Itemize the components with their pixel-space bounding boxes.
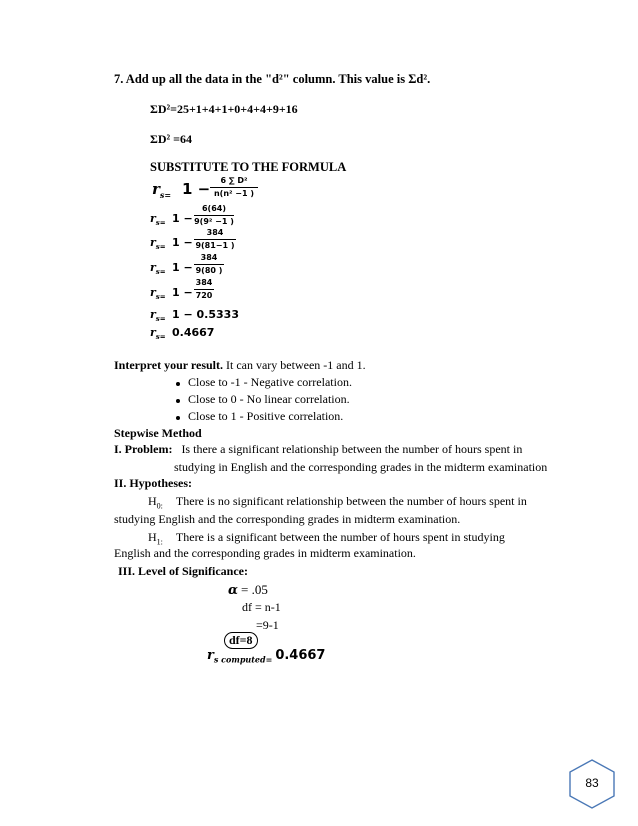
bullet-icon xyxy=(176,416,180,420)
rs-symbol: $r_{s=}$ xyxy=(150,212,166,228)
h0-symbol: $H_{0:}$ xyxy=(148,494,163,511)
interpret-lead: Interpret your result. xyxy=(114,358,223,372)
df-calc: =9-1 xyxy=(256,618,279,632)
significance-label: III. Level of Significance: xyxy=(118,564,248,578)
fraction: 6 ∑ D² n(n² −1 ) xyxy=(210,176,258,199)
page-number-badge xyxy=(568,758,616,810)
interpret-text: It can vary between -1 and 1. xyxy=(223,358,366,372)
h0-line-2: studying English and the corresponding grades in midterm examination. xyxy=(114,512,461,526)
formula-rhs: 1 − xyxy=(172,286,193,299)
problem-text: Is there a significant relationship between the number of hours spent in xyxy=(181,442,523,456)
problem-label: I. Problem: xyxy=(114,442,173,456)
h0-line-1 xyxy=(148,494,527,510)
rs-symbol: $r_{s=}$ xyxy=(150,236,166,252)
formula-rhs: 1 − 0.5333 xyxy=(172,308,239,321)
rs-computed-line xyxy=(207,648,325,665)
formula-rhs: 1 − xyxy=(172,212,193,225)
problem-line-1 xyxy=(114,442,522,457)
h1-line-1 xyxy=(148,530,505,546)
bullet-item: Close to 1 - Positive correlation. xyxy=(188,409,344,423)
rs-symbol: $r_{s=}$ xyxy=(150,308,166,324)
rs-symbol: $r_{s=}$ xyxy=(150,326,166,342)
bullet-item: Close to 0 - No linear correlation. xyxy=(188,392,350,406)
rs-symbol: $r_{s=}$ xyxy=(150,261,166,277)
rs-computed-symbol: $r_{s computed=}$ xyxy=(207,648,273,665)
step7-heading: 7. Add up all the data in the "d²" column. This value is Σd². xyxy=(114,72,431,86)
df-formula: df = n-1 xyxy=(242,600,281,614)
stepwise-title: Stepwise Method xyxy=(114,426,202,440)
fraction: 384 9(80 ) xyxy=(195,253,223,275)
problem-line-2: studying in English and the corresponding grades in the midterm examination xyxy=(174,460,548,474)
bullet-item: Close to -1 - Negative correlation. xyxy=(188,375,352,389)
df-result: df=8 xyxy=(224,632,258,649)
rs-computed-value: 0.4667 xyxy=(275,648,326,663)
h1-text: There is a significant between the number of hours spent in studying xyxy=(175,530,505,544)
h1-line-2: English and the corresponding grades in midterm examination. xyxy=(114,546,416,560)
interpret-line xyxy=(114,358,366,373)
fraction: 6(64) 9(9² −1 ) xyxy=(194,204,234,226)
alpha-line xyxy=(228,582,268,598)
substitute-label: SUBSTITUTE TO THE FORMULA xyxy=(150,160,347,174)
formula-rhs: 0.4667 xyxy=(172,326,215,339)
formula-rhs: 1 − xyxy=(172,261,193,274)
formula-rhs: 1 − xyxy=(182,180,211,198)
alpha-value: = .05 xyxy=(241,582,268,597)
rs-symbol: $r_{s=}$ xyxy=(150,286,166,302)
rs-symbol: $r_{s=}$ xyxy=(152,180,172,200)
page-number: 83 xyxy=(585,776,599,790)
h0-text: There is no significant relationship between the number of hours spent in xyxy=(175,494,527,508)
fraction: 384 9(81−1 ) xyxy=(195,228,235,250)
bullet-icon xyxy=(176,399,180,403)
fraction: 384 720 xyxy=(195,278,213,300)
bullet-icon xyxy=(176,382,180,386)
sum-expression: ΣD²=25+1+4+1+0+4+4+9+16 xyxy=(150,102,298,116)
formula-rhs: 1 − xyxy=(172,236,193,249)
h1-symbol: $H_{1:}$ xyxy=(148,530,163,547)
alpha-symbol: α xyxy=(228,583,239,598)
hypotheses-label: II. Hypotheses: xyxy=(114,476,193,490)
sum-result: ΣD² =64 xyxy=(150,132,192,146)
